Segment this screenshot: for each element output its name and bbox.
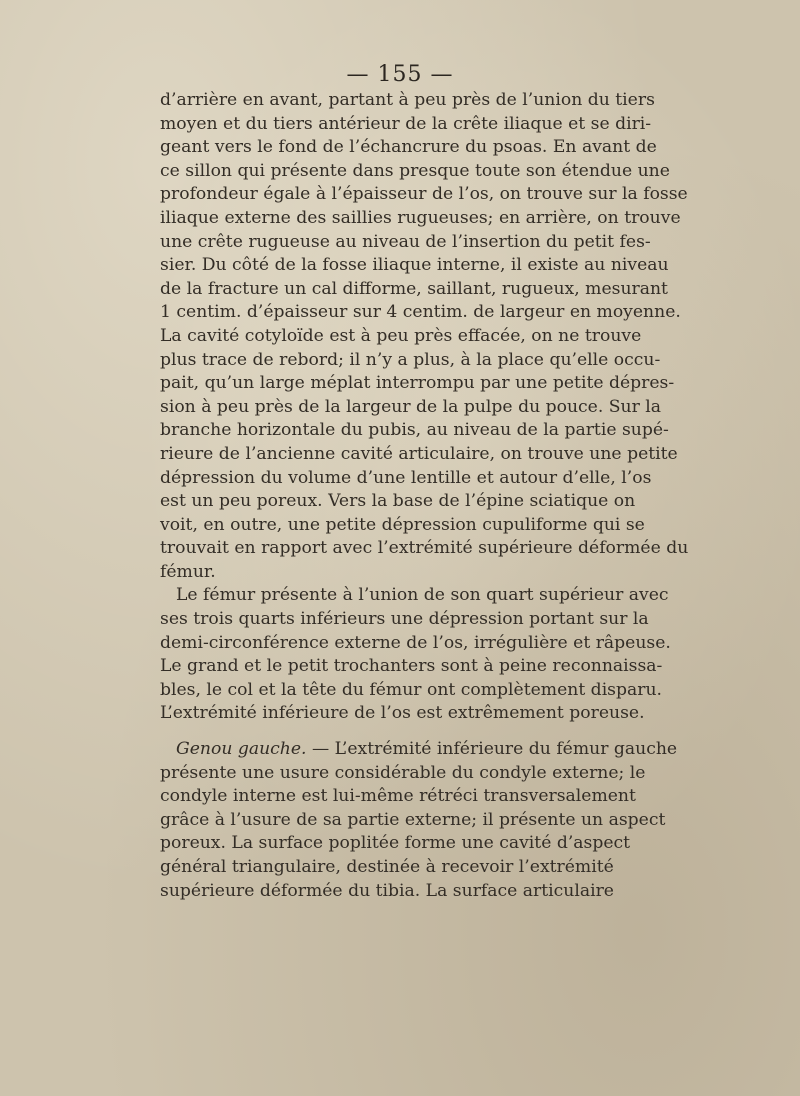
text-line: rieure de l’ancienne cavité articulaire, on trouve une petite bbox=[160, 443, 678, 464]
text-line: 1 centim. d’épaisseur sur 4 centim. de largeur en moyenne. bbox=[160, 302, 681, 323]
text-line: ses trois quarts inférieurs une dépression portant sur la bbox=[160, 609, 649, 630]
text-line: pait, qu’un large méplat interrompu par une petite dépres- bbox=[160, 373, 675, 394]
text-line bbox=[160, 738, 678, 762]
text-line: bles, le col et la tête du fémur ont complètement disparu. bbox=[160, 679, 663, 700]
text-line: poreux. La surface poplitée forme une cavité d’aspect bbox=[160, 833, 631, 854]
text-line: d’arrière en avant, partant à peu près de l’union du tiers bbox=[160, 90, 655, 110]
text-line: ce sillon qui présente dans presque toute son étendue une bbox=[160, 160, 670, 181]
text-line: L’extrémité inférieure de l’os est extrêmement poreuse. bbox=[160, 703, 645, 724]
text-line: une crête rugueuse au niveau de l’insertion du petit fes- bbox=[160, 231, 651, 252]
text-line: grâce à l’usure de sa partie externe; il présente un aspect bbox=[160, 809, 666, 830]
text-line: supérieure déformée du tibia. La surface articulaire bbox=[160, 880, 614, 901]
text-line: geant vers le fond de l’échancrure du psoas. En avant de bbox=[160, 137, 657, 158]
text-line: de la fracture un cal difforme, saillant, rugueux, mesurant bbox=[160, 278, 668, 299]
paragraph-gap bbox=[160, 726, 613, 738]
text-line-rest: — L’extrémité inférieure du fémur gauche bbox=[306, 739, 678, 760]
text-line: iliaque externe des saillies rugueuses; en arrière, on trouve bbox=[160, 207, 681, 228]
text-line: présente une usure considérable du condyle externe; le bbox=[160, 762, 646, 783]
text-line: général triangulaire, destinée à recevoir l’extrémité bbox=[160, 857, 614, 877]
text-line: Le fémur présente à l’union de son quart supérieur avec bbox=[176, 585, 669, 606]
text-line: demi-circonférence externe de l’os, irrégulière et râpeuse. bbox=[160, 632, 671, 653]
body-text bbox=[160, 89, 689, 903]
page-number: — 155 — bbox=[346, 62, 454, 87]
text-line: La cavité cotyloïde est à peu près effacée, on ne trouve bbox=[160, 325, 642, 346]
text-line: est un peu poreux. Vers la base de l’épine sciatique on bbox=[160, 491, 636, 512]
text-line: profondeur égale à l’épaisseur de l’os, on trouve sur la fosse bbox=[160, 184, 688, 205]
text-line: dépression du volume d’une lentille et autour d’elle, l’os bbox=[160, 467, 652, 488]
text-line: trouvait en rapport avec l’extrémité supérieure déformée du bbox=[160, 538, 689, 559]
text-line: Le grand et le petit trochanters sont à peine reconnaissa- bbox=[160, 656, 663, 677]
text-line: moyen et du tiers antérieur de la crête iliaque et se diri- bbox=[160, 113, 652, 134]
text-line: condyle interne est lui-même rétréci transversalement bbox=[160, 786, 636, 807]
section-heading: Genou gauche. bbox=[176, 739, 307, 760]
text-line: plus trace de rebord; il n’y a plus, à la place qu’elle occu- bbox=[160, 349, 661, 370]
text-line: sier. Du côté de la fosse iliaque interne, il existe au niveau bbox=[160, 255, 669, 276]
text-line: fémur. bbox=[160, 561, 216, 582]
text-line: sion à peu près de la largeur de la pulpe du pouce. Sur la bbox=[160, 396, 662, 417]
text-line: branche horizontale du pubis, au niveau de la partie supé- bbox=[160, 420, 669, 441]
text-line: voit, en outre, une petite dépression cupuliforme qui se bbox=[160, 514, 645, 535]
